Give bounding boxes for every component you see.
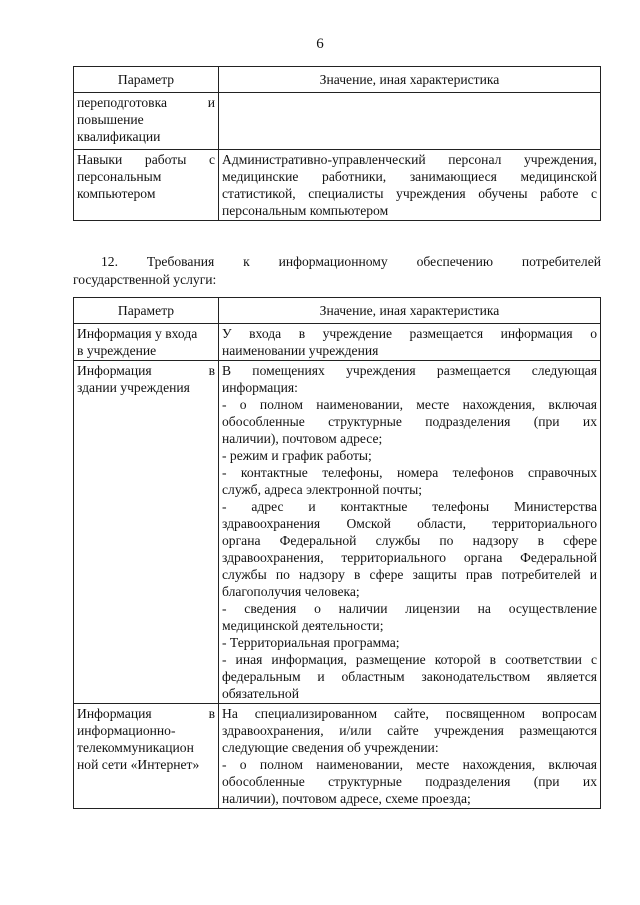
param-line: повышение (77, 112, 144, 127)
value-line: В помещениях учреждения размещается следующая (222, 363, 597, 378)
param-line: здании учреждения (77, 380, 190, 395)
value-line: - Территориальная программа; (222, 635, 400, 650)
value-line: - сведения о наличии лицензии на осуществление (222, 601, 597, 616)
section-12-heading (73, 253, 601, 289)
param-line: в учреждение (77, 343, 157, 358)
value-line: здравоохранения Омской области, территориального (222, 516, 597, 531)
param-line: ной сети «Интернет» (77, 757, 200, 772)
value-line: медицинской деятельности; (222, 618, 384, 633)
table-header-row (74, 298, 601, 324)
param-line: Информация в (77, 706, 215, 721)
param-line: переподготовка и (77, 95, 215, 110)
value-cell (219, 150, 601, 221)
param-cell (74, 361, 219, 704)
table-row (74, 361, 601, 704)
param-line: телекоммуникацион (77, 740, 194, 755)
page-number: 6 (316, 36, 324, 52)
value-line: здравоохранения, и/или сайте учреждения размещаются (222, 723, 597, 738)
value-line: здравоохранения, территориального органа Федеральной (222, 550, 597, 565)
value-line: обособленные структурные подразделения (при их (222, 414, 597, 429)
column-header-parameter: Параметр (74, 298, 219, 324)
param-line: Информация у входа (77, 326, 198, 341)
value-line: - режим и график работы; (222, 448, 372, 463)
value-line: статистикой, специалисты учреждения обучены работе с (222, 186, 597, 201)
value-line: федеральным и областным законодательством является (222, 669, 597, 684)
value-cell (219, 324, 601, 361)
value-line: наличии), почтовом адресе, схеме проезда; (222, 791, 471, 806)
value-line: - о полном наименовании, месте нахождения, включая (222, 757, 597, 772)
value-line: служб, адреса электронной почты; (222, 482, 423, 497)
value-line: наименовании учреждения (222, 343, 379, 358)
value-line: органа Федеральной службы по надзору в сфере (222, 533, 597, 548)
value-line: Административно-управленческий персонал учреждения, (222, 152, 597, 167)
param-line: компьютером (77, 186, 156, 201)
param-cell (74, 150, 219, 221)
param-line: информационно- (77, 723, 176, 738)
value-line: обособленные структурные подразделения (при их (222, 774, 597, 789)
value-line: службы по надзору в сфере защиты прав потребителей и (222, 567, 597, 582)
param-cell (74, 324, 219, 361)
qualification-table (73, 66, 601, 221)
value-line: информация: (222, 380, 298, 395)
column-header-value: Значение, иная характеристика (219, 67, 601, 93)
value-cell (219, 361, 601, 704)
param-cell (74, 704, 219, 809)
value-line: наличии), почтовом адресе; (222, 431, 383, 446)
param-line: Информация в (77, 363, 215, 378)
table-row (74, 93, 601, 150)
value-line: - контактные телефоны, номера телефонов справочных (222, 465, 597, 480)
column-header-value: Значение, иная характеристика (219, 298, 601, 324)
table-row (74, 704, 601, 809)
param-cell (74, 93, 219, 150)
param-line: Навыки работы с (77, 152, 215, 167)
param-line: квалификации (77, 129, 161, 144)
section-heading-line: государственной услуги: (73, 272, 217, 287)
value-cell (219, 93, 601, 150)
value-line: У входа в учреждение размещается информация о (222, 326, 597, 341)
value-cell (219, 704, 601, 809)
value-line: - иная информация, размещение которой в соответствии с (222, 652, 597, 667)
column-header-parameter: Параметр (74, 67, 219, 93)
table-row (74, 150, 601, 221)
value-line: - адрес и контактные телефоны Министерства (222, 499, 597, 514)
table-row (74, 324, 601, 361)
table-header-row (74, 67, 601, 93)
value-line: следующие сведения об учреждении: (222, 740, 439, 755)
value-line: персональным компьютером (222, 203, 389, 218)
information-requirements-table (73, 297, 601, 809)
param-line: персональным (77, 169, 162, 184)
value-line: медицинские работники, занимающиеся медицинской (222, 169, 597, 184)
value-line: благополучия человека; (222, 584, 360, 599)
value-line: обязательной (222, 686, 299, 701)
value-line: На специализированном сайте, посвященном вопросам (222, 706, 597, 721)
section-heading-line: 12. Требования к информационному обеспечению потребителей (101, 254, 601, 269)
value-line: - о полном наименовании, месте нахождения, включая (222, 397, 597, 412)
